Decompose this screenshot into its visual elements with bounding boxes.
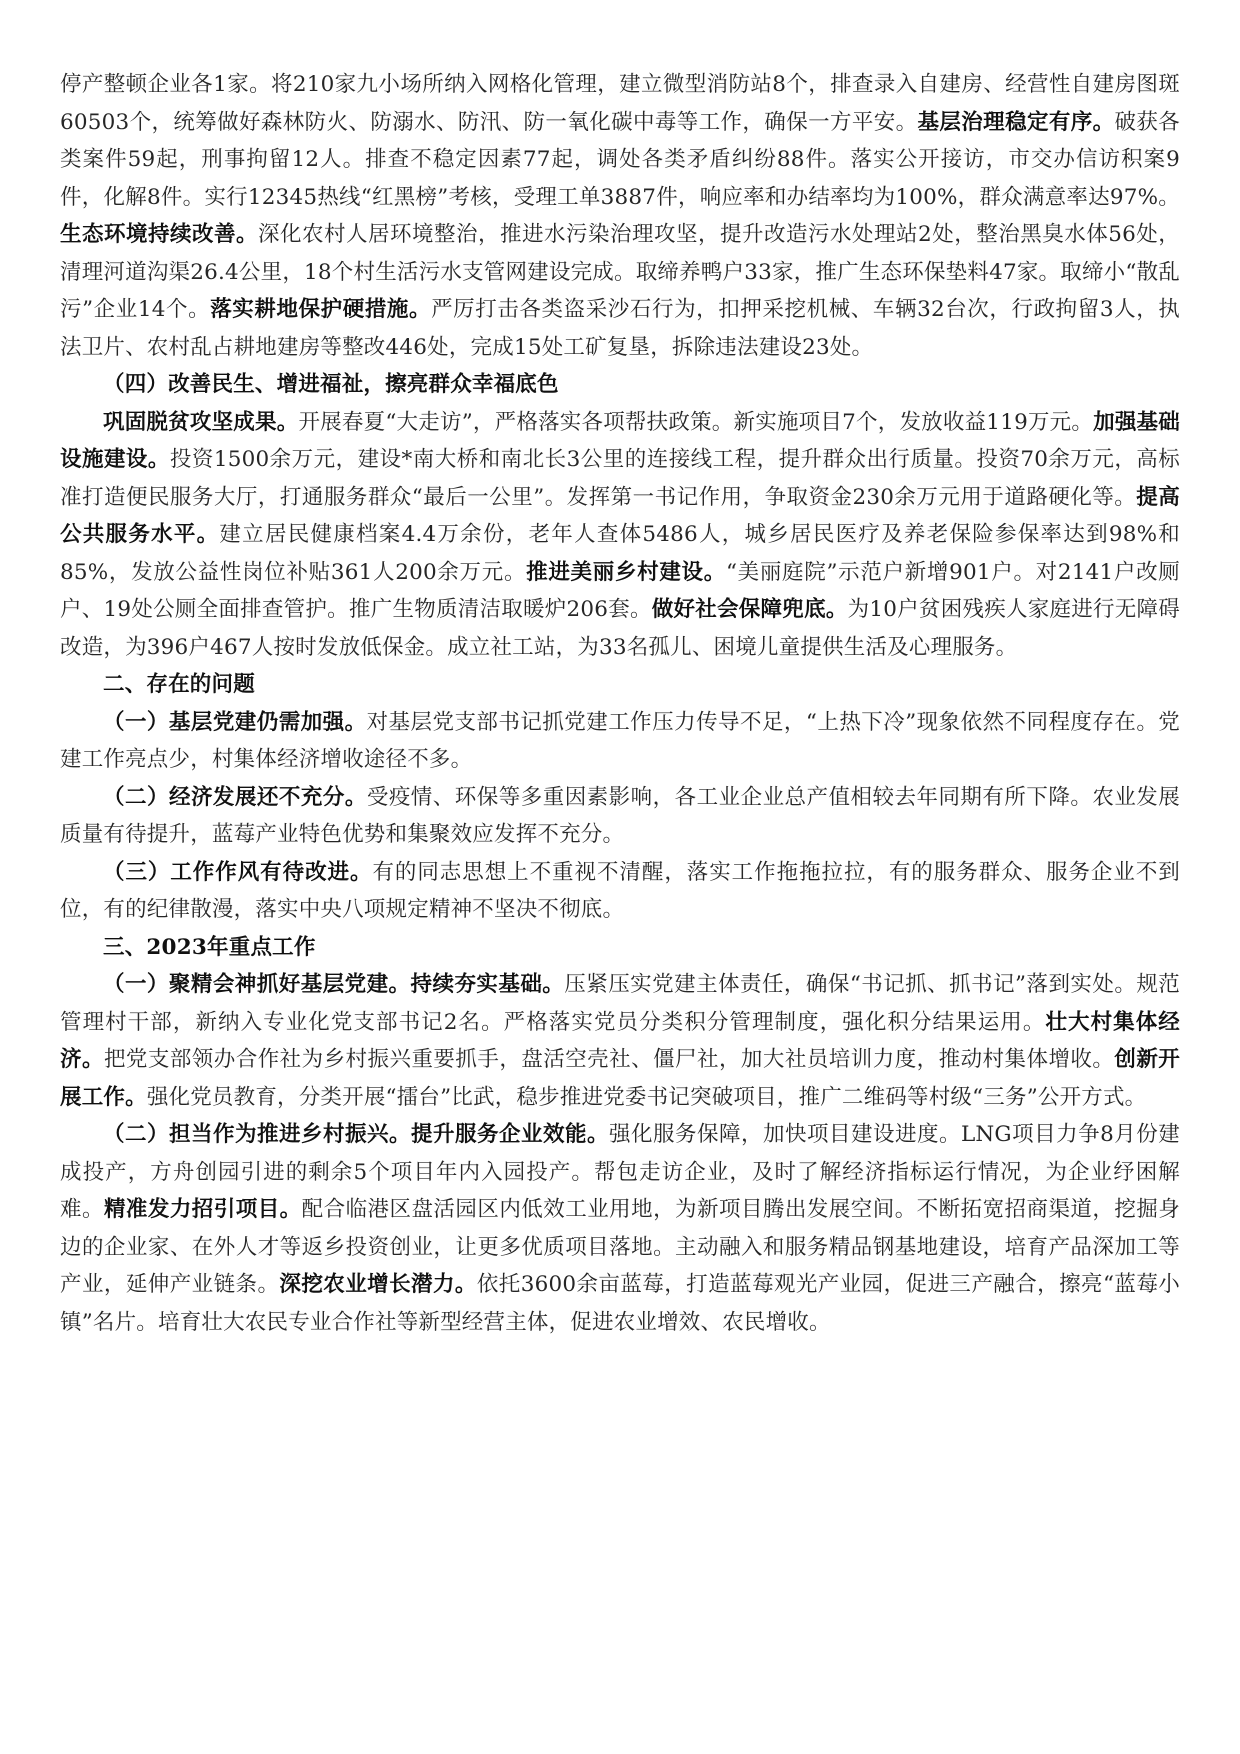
text-run: 建立居民健康档案4.4万余份，老年人查体5486人，城乡居民医疗及养老保险参保率达到98%和85%，发放公益性岗位补贴361人200余万元。 (60, 522, 1180, 585)
text-run: 开展春夏“大走访”，严格落实各项帮扶政策。新实施项目7个，发放收益119万元。 (298, 409, 1094, 435)
text-run: 依托3600余亩蓝莓，打造蓝莓观光产业园，促进三产融合，擦亮“蓝莓小镇”名片。培育壮大农民专业合作社等新型经营主体，促进农业增效、农民增收。 (60, 1272, 1180, 1335)
bold-lead-rural-revitalization: （二）担当作为推进乡村振兴。提升服务企业效能。 (103, 1122, 609, 1147)
paragraph-priority-2 (60, 1116, 1180, 1341)
bold-lead-work-style: （三）工作作风有待改进。 (103, 859, 373, 885)
bold-lead-grassroots-governance: 基层治理稳定有序。 (917, 109, 1115, 135)
bold-lead-innovation: 创新开展工作。 (60, 1047, 1180, 1110)
paragraph-priority-1 (60, 966, 1180, 1116)
text-run: 对基层党支部书记抓党建工作压力传导不足，“上热下冷”现象依然不同程度存在。党建工作亮点少，村集体经济增收途径不多。 (60, 709, 1180, 772)
bold-lead-public-service: 提高公共服务水平。 (60, 484, 1180, 547)
text-run: 为10户贫困残疾人家庭进行无障碍改造，为396户467人按时发放低保金。成立社工站，为33名孤儿、困境儿童提供生活及心理服务。 (60, 597, 1180, 660)
bold-lead-investment: 精准发力招引项目。 (103, 1197, 302, 1222)
bold-lead-party-building: （一）基层党建仍需加强。 (103, 709, 367, 735)
text-run: 配合临港区盘活园区内低效工业用地，为新项目腾出发展空间。不断拓宽招商渠道，挖掘身边的企业家、在外人才等返乡投资创业，让更多优质项目落地。主动融入和服务精品钢基地建设，培育产品深加工等产业，延伸产业链条。 (60, 1197, 1180, 1297)
text-run: 严厉打击各类盗采沙石行为，扣押采挖机械、车辆32台次，行政拘留3人，执法卫片、农村乱占耕地建房等整改446处，完成15处工矿复垦，拆除违法建设23处。 (60, 297, 1180, 360)
bold-lead-social-security: 做好社会保障兜底。 (651, 597, 848, 622)
text-run: 深化农村人居环境整治，推进水污染治理攻坚，提升改造污水处理站2处，整治黑臭水体56处，清理河道沟渠26.4公里，18个村生活污水支管网建设完成。取缔养鸭户33家，推广生态环保垫料47家。取缔小“散乱污”企业14个。 (60, 222, 1180, 322)
bold-lead-agriculture: 深挖农业增长潜力。 (279, 1272, 477, 1297)
text-run: 强化服务保障，加快项目建设进度。LNG项目力争8月份建成投产，方舟创园引进的剩余5个项目年内入园投产。帮包走访企业，及时了解经济指标运行情况，为企业纾困解难。 (60, 1122, 1180, 1222)
bold-lead-beautiful-village: 推进美丽乡村建设。 (526, 559, 726, 585)
text-run: 压紧压实党建主体责任，确保“书记抓、抓书记”落到实处。规范管理村干部，新纳入专业化党支部书记2名。严格落实党员分类积分管理制度，强化积分结果运用。 (60, 972, 1180, 1035)
paragraph-problem-2 (60, 779, 1180, 854)
text-run: 破获各类案件59起，刑事拘留12人。排查不稳定因素77起，调处各类矛盾纠纷88件。落实公开接访，市交办信访积案9件，化解8件。实行12345热线“红黑榜”考核，受理工单3887件，响应率和办结率均为100%，群众满意率达97%。 (60, 109, 1180, 210)
bold-lead-collective-economy: 壮大村集体经济。 (60, 1009, 1181, 1072)
bold-lead-ecology: 生态环境持续改善。 (60, 222, 259, 247)
text-run: 停产整顿企业各1家。将210家九小场所纳入网格化管理，建立微型消防站8个，排查录入自建房、经营性自建房图斑60503个，统筹做好森林防火、防溺水、防汛、防一氧化碳中毒等工作，确保一方平安。 (60, 72, 1180, 135)
section-heading-problems: 二、存在的问题 (103, 672, 255, 697)
paragraph-safety-ecology (60, 66, 1180, 366)
section-heading-2023-priorities: 三、2023年重点工作 (103, 934, 316, 960)
bold-lead-poverty: 巩固脱贫攻坚成果。 (103, 409, 299, 435)
text-run: 投资1500余万元，建设*南大桥和南北长3公里的连接线工程，提升群众出行质量。投资70余万元，高标准打造便民服务大厅，打通服务群众“最后一公里”。发挥第一书记作用，争取资金230余万元用于道路硬化等。 (60, 447, 1180, 510)
bold-lead-party-foundation: （一）聚精会神抓好基层党建。持续夯实基础。 (103, 972, 565, 997)
text-run: 受疫情、环保等多重因素影响，各工业企业总产值相较去年同期有所下降。农业发展质量有待提升，蓝莓产业特色优势和集聚效应发挥不充分。 (60, 784, 1180, 847)
paragraph-problem-3 (60, 854, 1180, 929)
bold-lead-infrastructure: 加强基础设施建设。 (60, 409, 1180, 472)
bold-lead-economy: （二）经济发展还不充分。 (103, 784, 367, 810)
paragraph-livelihood (60, 404, 1180, 667)
text-run: 把党支部领办合作社为乡村振兴重要抓手，盘活空壳社、僵尸社，加大社员培训力度，推动村集体增收。 (103, 1047, 1115, 1072)
bold-lead-farmland: 落实耕地保护硬措施。 (210, 297, 432, 322)
paragraph-problem-1 (60, 704, 1180, 779)
text-run: 有的同志思想上不重视不清醒，落实工作拖拖拉拉，有的服务群众、服务企业不到位，有的纪律散漫，落实中央八项规定精神不坚决不彻底。 (60, 859, 1180, 922)
document-page (60, 66, 1180, 1341)
text-run: “美丽庭院”示范户新增901户。对2141户改厕户、19处公厕全面排查管护。推广生物质清洁取暖炉206套。 (60, 559, 1180, 622)
text-run: 强化党员教育，分类开展“擂台”比武，稳步推进党委书记突破项目，推广二维码等村级“三务”公开方式。 (146, 1084, 1147, 1110)
section-heading-livelihood: （四）改善民生、增进福祉，擦亮群众幸福底色 (103, 372, 559, 397)
